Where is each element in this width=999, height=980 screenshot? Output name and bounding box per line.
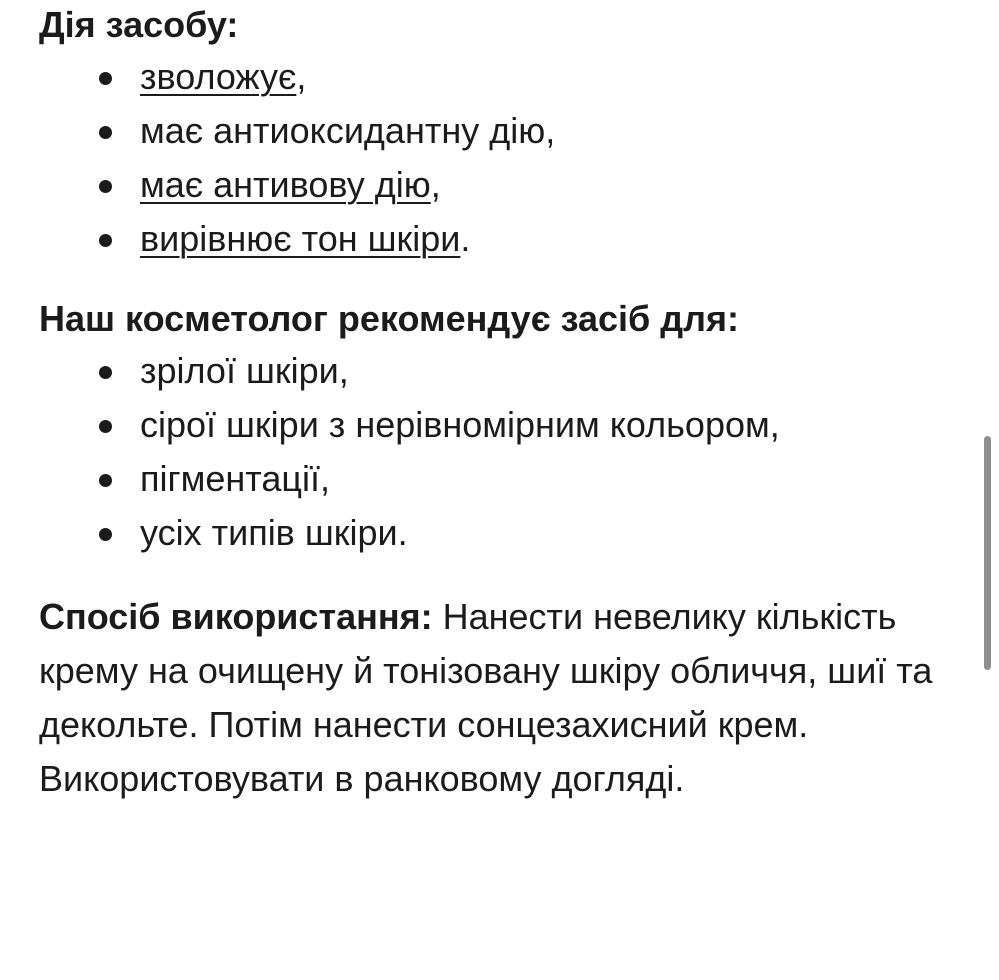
list-item [39, 398, 969, 452]
list-item-text: усіх типів шкіри. [140, 512, 408, 553]
list-item-punct: , [430, 164, 441, 205]
list-item [39, 452, 969, 506]
list-item [39, 50, 969, 104]
bullet-icon [99, 72, 112, 85]
list-item-text: пігментації, [140, 458, 331, 499]
list-item-punct: . [460, 218, 471, 259]
usage-label: Спосіб використання: [39, 596, 433, 637]
bullet-icon [99, 366, 112, 379]
link-antiwave[interactable]: має антивову дію [140, 164, 431, 205]
list-item [39, 344, 969, 398]
list-item-text: має антиоксидантну дію [140, 110, 546, 151]
usage-text: Нанести невелику кількість крему на очищену й тонізовану шкіру обличчя, шиї та декольте. Потім нанести сонцезахисний крем. Використовувати в ранковому догляді. [39, 596, 933, 799]
bullet-icon [99, 474, 112, 487]
bullet-icon [99, 234, 112, 247]
bullet-icon [99, 528, 112, 541]
section-heading-recommend: Наш косметолог рекомендує засіб для: [39, 298, 739, 339]
action-list [39, 50, 969, 266]
list-item [39, 506, 969, 560]
link-moisturizes[interactable]: зволожує [140, 56, 297, 97]
usage-paragraph [39, 590, 949, 806]
bullet-icon [99, 180, 112, 193]
list-item-text: зрілої шкіри, [140, 350, 349, 391]
list-item [39, 212, 969, 266]
scrollbar-thumb[interactable] [984, 436, 991, 670]
article-content [39, 0, 969, 842]
bullet-icon [99, 126, 112, 139]
list-item-punct: , [545, 110, 556, 151]
recommend-list [39, 344, 969, 560]
list-item [39, 104, 969, 158]
bullet-icon [99, 420, 112, 433]
list-item-text: сірої шкіри з нерівномірним кольором, [140, 404, 780, 445]
list-item [39, 158, 969, 212]
list-item-punct: , [296, 56, 307, 97]
section-heading-action: Дія засобу: [39, 4, 239, 45]
link-evens-tone[interactable]: вирівнює тон шкіри [140, 218, 461, 259]
